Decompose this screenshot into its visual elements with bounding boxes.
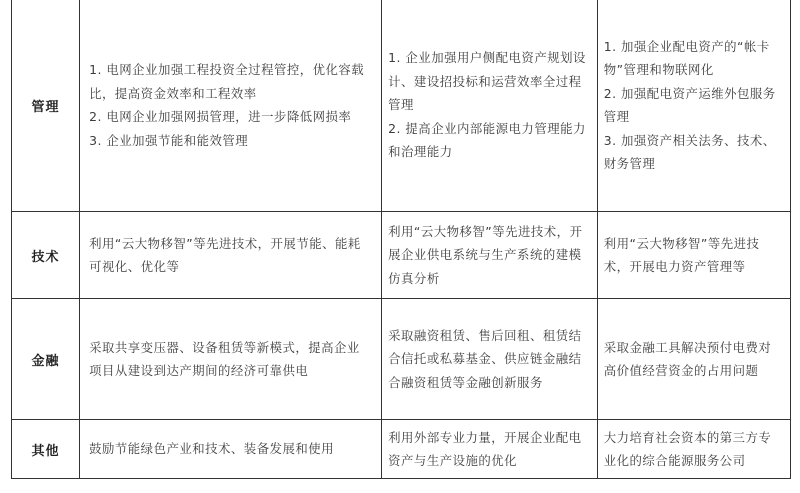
list-item: 2. 电网企业加强网损管理，进一步降低网损率 (89, 109, 352, 124)
table-row-other (12, 420, 791, 479)
other-col3: 大力培育社会资本的第三方专业化的综合能源服务公司 (603, 429, 772, 468)
category-finance: 金融 (12, 299, 80, 420)
table-row-technology (12, 212, 791, 299)
category-other: 其他 (12, 420, 80, 479)
other-col1: 鼓励节能绿色产业和技术、装备发展和使用 (89, 441, 335, 457)
list-item: 1. 电网企业加强工程投资全过程管控，优化容载比，提高资金效率和工程效率 (89, 62, 365, 101)
management-col1 (81, 58, 380, 152)
management-col2 (383, 46, 596, 164)
category-technology: 技术 (12, 212, 80, 299)
list-item: 1. 企业加强用户侧配电资产规划设计、建设招投标和运营效率全过程管理 (388, 50, 586, 113)
list-item: 3. 加强资产相关法务、技术、财务管理 (603, 132, 776, 171)
management-col3 (599, 35, 789, 176)
other-col2: 利用外部专业力量，开展企业配电资产与生产设施的优化 (388, 429, 582, 468)
table-row-finance (12, 299, 791, 420)
strategy-table (11, 0, 791, 479)
list-item: 2. 提高企业内部能源电力管理能力和治理能力 (388, 120, 586, 160)
finance-col2: 采取融资租赁、售后回租、租赁结合信托或私募基金、供应链金融结合融资租赁等金融创新服务 (388, 327, 582, 390)
technology-col1: 利用“云大物移智”等先进技术，开展节能、能耗可视化、优化等 (89, 235, 361, 274)
list-item: 1. 加强企业配电资产的“帐卡物”管理和物联网化 (603, 38, 770, 77)
technology-col3: 利用“云大物移智”等先进技术，开展电力资产管理等 (603, 235, 760, 274)
table-row-management (12, 0, 791, 212)
category-management: 管理 (12, 0, 80, 212)
list-item: 2. 加强配电资产运维外包服务管理 (603, 85, 776, 124)
list-item: 3. 企业加强节能和能效管理 (89, 132, 249, 148)
finance-col3: 采取金融工具解决预付电费对高价值经营资金的占用问题 (603, 339, 772, 378)
finance-col1: 采取共享变压器、设备租赁等新模式，提高企业项目从建设到达产期间的经济可靠供电 (89, 339, 360, 378)
technology-col2: 利用“云大物移智”等先进技术，开展企业供电系统与生产系统的建模仿真分析 (388, 223, 583, 286)
